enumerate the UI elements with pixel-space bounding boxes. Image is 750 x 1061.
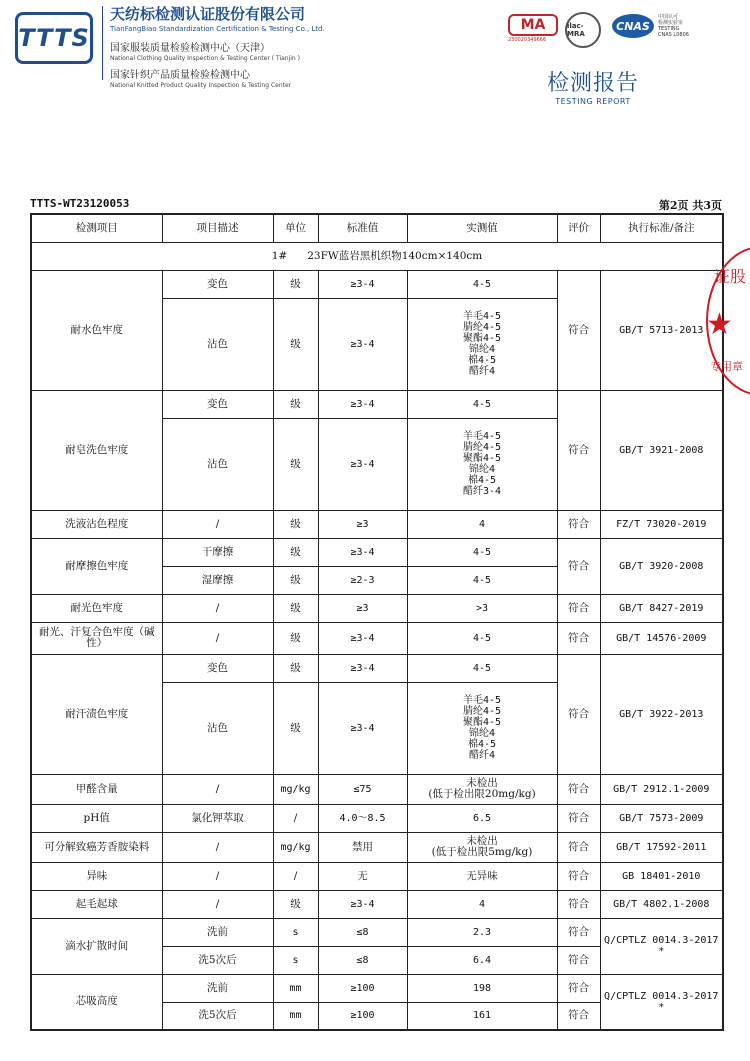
header-divider [102,6,103,80]
item-eval: 符合 [557,538,600,594]
ttts-logo [15,12,93,64]
stain-value: 锦纶4 [468,464,496,475]
item-desc: 氯化钾萃取 [162,804,273,832]
item-name: 甲醛含量 [31,774,162,804]
item-value: 161 [407,1002,557,1030]
item-eval: 符合 [557,390,600,510]
item-unit: 级 [273,622,318,654]
col-header-std: 标准值 [318,214,407,242]
item-name: 耐摩擦色牢度 [31,538,162,594]
seal-text-bottom: 专用章 [710,360,743,373]
item-std: ≥3-4 [318,654,407,682]
report-title-en: TESTING REPORT [555,97,631,106]
stain-value: 腈纶4-5 [462,322,502,333]
item-eval: 符合 [557,862,600,890]
item-desc: 变色 [162,270,273,298]
item-method: GB/T 8427-2019 [600,594,723,622]
table-row [31,890,723,918]
table-row [31,594,723,622]
table-row [31,538,723,566]
item-unit: 级 [273,654,318,682]
report-number: TTTS-WT23120053 [30,197,130,210]
stain-value: 醋纤4 [468,750,496,761]
item-std: ≥3-4 [318,538,407,566]
item-name: 芯吸高度 [31,974,162,1030]
item-name: pH值 [31,804,162,832]
item-value: 6.4 [407,946,557,974]
item-name: 耐汗渍色牢度 [31,654,162,774]
cnas-caption-2: 检测实验室 [658,20,684,26]
item-eval: 符合 [557,832,600,862]
stain-value: 腈纶4-5 [462,442,502,453]
sample-cell [31,242,723,270]
item-name: 可分解致癌芳香胺染料 [31,832,162,862]
page-number: 第2页 共3页 [658,199,722,212]
results-table [30,213,724,1031]
item-value [407,832,557,862]
seal-star-icon: ★ [706,307,733,342]
item-unit: 级 [273,594,318,622]
item-eval: 符合 [557,946,600,974]
item-method: Q/CPTLZ 0014.3-2017 * [600,974,723,1030]
stain-value: 聚酯4-5 [462,453,502,464]
value-note: (低于检出限20mg/kg) [428,788,536,800]
item-desc: 变色 [162,390,273,418]
item-eval: 符合 [557,774,600,804]
item-eval: 符合 [557,918,600,946]
item-unit: mg/kg [273,832,318,862]
table-row [31,390,723,418]
stain-value: 聚酯4-5 [462,333,502,344]
report-title-cn: 检测报告 [546,71,639,96]
item-desc: / [162,862,273,890]
item-method: GB/T 5713-2013 [600,270,723,390]
item-desc: 沾色 [162,418,273,510]
stain-value: 腈纶4-5 [462,706,502,717]
item-eval: 符合 [557,622,600,654]
item-value: 4-5 [407,270,557,298]
item-value: 6.5 [407,804,557,832]
table-row [31,832,723,862]
item-desc: / [162,890,273,918]
item-value: 4-5 [407,566,557,594]
item-desc: / [162,594,273,622]
item-method: GB/T 2912.1-2009 [600,774,723,804]
company-name-en: TianFangBiao Standardization Certification & Testing Co., Ltd. [110,25,325,33]
report-title [538,66,648,106]
item-unit: mm [273,974,318,1002]
item-method: GB/T 14576-2009 [600,622,723,654]
table-row [31,270,723,298]
item-std: ≥3-4 [318,270,407,298]
item-unit: 级 [273,298,318,390]
item-unit: 级 [273,682,318,774]
item-std: ≥3-4 [318,622,407,654]
item-std: 无 [318,862,407,890]
item-std: ≥100 [318,974,407,1002]
stain-value: 羊毛4-5 [462,431,502,442]
item-std: ≤8 [318,946,407,974]
table-row [31,804,723,832]
item-desc: / [162,774,273,804]
item-eval: 符合 [557,974,600,1002]
center2-cn: 国家针织产品质量检验检测中心 [110,70,250,81]
item-unit: 级 [273,270,318,298]
item-value: 4-5 [407,622,557,654]
item-eval: 符合 [557,890,600,918]
item-value: 198 [407,974,557,1002]
cnas-mark: CNAS [612,14,654,38]
stain-value: 锦纶4 [468,728,496,739]
item-method: GB/T 3922-2013 [600,654,723,774]
table-row [31,862,723,890]
item-std: 4.0～8.5 [318,804,407,832]
item-desc: 沾色 [162,682,273,774]
item-std: ≥3 [318,510,407,538]
center1-en: National Clothing Quality Inspection & Testing Center ( Tianjin ) [110,55,300,62]
stain-value: 棉4-5 [467,739,497,750]
stain-value: 棉4-5 [467,355,497,366]
item-desc: / [162,832,273,862]
cnas-caption-3: TESTING [658,26,680,32]
stain-value: 棉4-5 [467,475,497,486]
item-desc: 洗5次后 [162,946,273,974]
item-name: 异味 [31,862,162,890]
item-std: ≥3-4 [318,418,407,510]
item-value-list [407,298,557,390]
item-desc: 干摩擦 [162,538,273,566]
logo-text: TTTS [18,24,90,52]
col-header-unit: 单位 [273,214,318,242]
item-value: 4 [407,890,557,918]
col-header-desc: 项目描述 [162,214,273,242]
item-std: ≥3-4 [318,390,407,418]
sample-row [31,242,723,270]
cma-number: 230020349666 [508,37,547,43]
item-name: 耐光色牢度 [31,594,162,622]
item-unit: s [273,946,318,974]
center1-cn: 国家服装质量检验检测中心（天津） [110,43,270,54]
item-desc: 洗前 [162,918,273,946]
table-row [31,974,723,1002]
item-unit: / [273,804,318,832]
table-row [31,622,723,654]
stain-value: 锦纶4 [468,344,496,355]
item-unit: 级 [273,538,318,566]
item-method: GB/T 4802.1-2008 [600,890,723,918]
item-desc: 洗5次后 [162,1002,273,1030]
item-unit: / [273,862,318,890]
item-value: 2.3 [407,918,557,946]
col-header-item: 检测项目 [31,214,162,242]
value-note: (低于检出限5mg/kg) [431,846,533,858]
item-value: 无异味 [407,862,557,890]
item-name: 洗液沾色程度 [31,510,162,538]
value-line: 未检出 [466,835,498,847]
item-desc: / [162,622,273,654]
item-method: GB/T 3921-2008 [600,390,723,510]
cnas-caption-1: 中国认可 [658,14,679,20]
item-value: 4-5 [407,654,557,682]
item-eval: 符合 [557,654,600,774]
accreditation-marks [508,10,708,50]
item-unit: mg/kg [273,774,318,804]
item-desc: 洗前 [162,974,273,1002]
item-method: GB/T 7573-2009 [600,804,723,832]
item-eval: 符合 [557,594,600,622]
item-unit: 级 [273,510,318,538]
item-unit: mm [273,1002,318,1030]
stain-value: 羊毛4-5 [462,695,502,706]
item-desc: 变色 [162,654,273,682]
col-header-method: 执行标准/备注 [600,214,723,242]
item-value [407,774,557,804]
sample-description: 23FW蓝岩黑机织物140cm×140cm [307,249,483,262]
stain-value: 羊毛4-5 [462,311,502,322]
item-value: 4 [407,510,557,538]
item-std: ≥3 [318,594,407,622]
stain-value: 聚酯4-5 [462,717,502,728]
item-std: ≥100 [318,1002,407,1030]
cma-mark [508,14,560,42]
seal-text-top: 证股 [714,267,747,286]
item-std: ≥3-4 [318,890,407,918]
item-name: 耐光、汗复合色牢度（碱性） [31,622,162,654]
item-eval: 符合 [557,510,600,538]
stain-value: 醋纤3-4 [462,486,502,497]
item-method: GB/T 17592-2011 [600,832,723,862]
item-method: Q/CPTLZ 0014.3-2017 * [600,918,723,974]
report-header [0,0,750,120]
item-std: ≤75 [318,774,407,804]
item-name: 滴水扩散时间 [31,918,162,974]
item-std: ≤8 [318,918,407,946]
table-header-row [31,214,723,242]
item-desc: 湿摩擦 [162,566,273,594]
table-row [31,774,723,804]
stain-value: 醋纤4 [468,366,496,377]
item-method: FZ/T 73020-2019 [600,510,723,538]
item-eval: 符合 [557,804,600,832]
item-std: ≥3-4 [318,298,407,390]
item-std: ≥2-3 [318,566,407,594]
cma-text: MA [508,14,558,36]
item-std: 禁用 [318,832,407,862]
item-value-list [407,682,557,774]
item-value: 4-5 [407,390,557,418]
item-method: GB/T 3920-2008 [600,538,723,594]
ilac-mra-mark: ilac-MRA [565,12,601,48]
item-unit: 级 [273,390,318,418]
item-value-list [407,418,557,510]
cnas-caption [658,14,689,38]
table-row [31,510,723,538]
table-row [31,918,723,946]
company-block [110,3,325,89]
sample-number: 1# [271,249,288,262]
report-number-line [30,196,722,212]
item-eval: 符合 [557,270,600,390]
item-name: 耐水色牢度 [31,270,162,390]
company-name-cn: 天纺标检测认证股份有限公司 [110,5,306,23]
item-name: 耐皂洗色牢度 [31,390,162,510]
item-desc: / [162,510,273,538]
item-name: 起毛起球 [31,890,162,918]
item-eval: 符合 [557,1002,600,1030]
item-unit: s [273,918,318,946]
item-unit: 级 [273,566,318,594]
item-value: 4-5 [407,538,557,566]
item-unit: 级 [273,890,318,918]
table-row [31,654,723,682]
item-unit: 级 [273,418,318,510]
item-std: ≥3-4 [318,682,407,774]
cnas-caption-4: CNAS L0806 [658,32,689,38]
item-method: GB 18401-2010 [600,862,723,890]
col-header-eval: 评价 [557,214,600,242]
center2-en: National Knitted Product Quality Inspection & Testing Center [110,82,292,89]
item-value: >3 [407,594,557,622]
col-header-result: 实测值 [407,214,557,242]
item-desc: 沾色 [162,298,273,390]
value-line: 未检出 [466,777,498,789]
